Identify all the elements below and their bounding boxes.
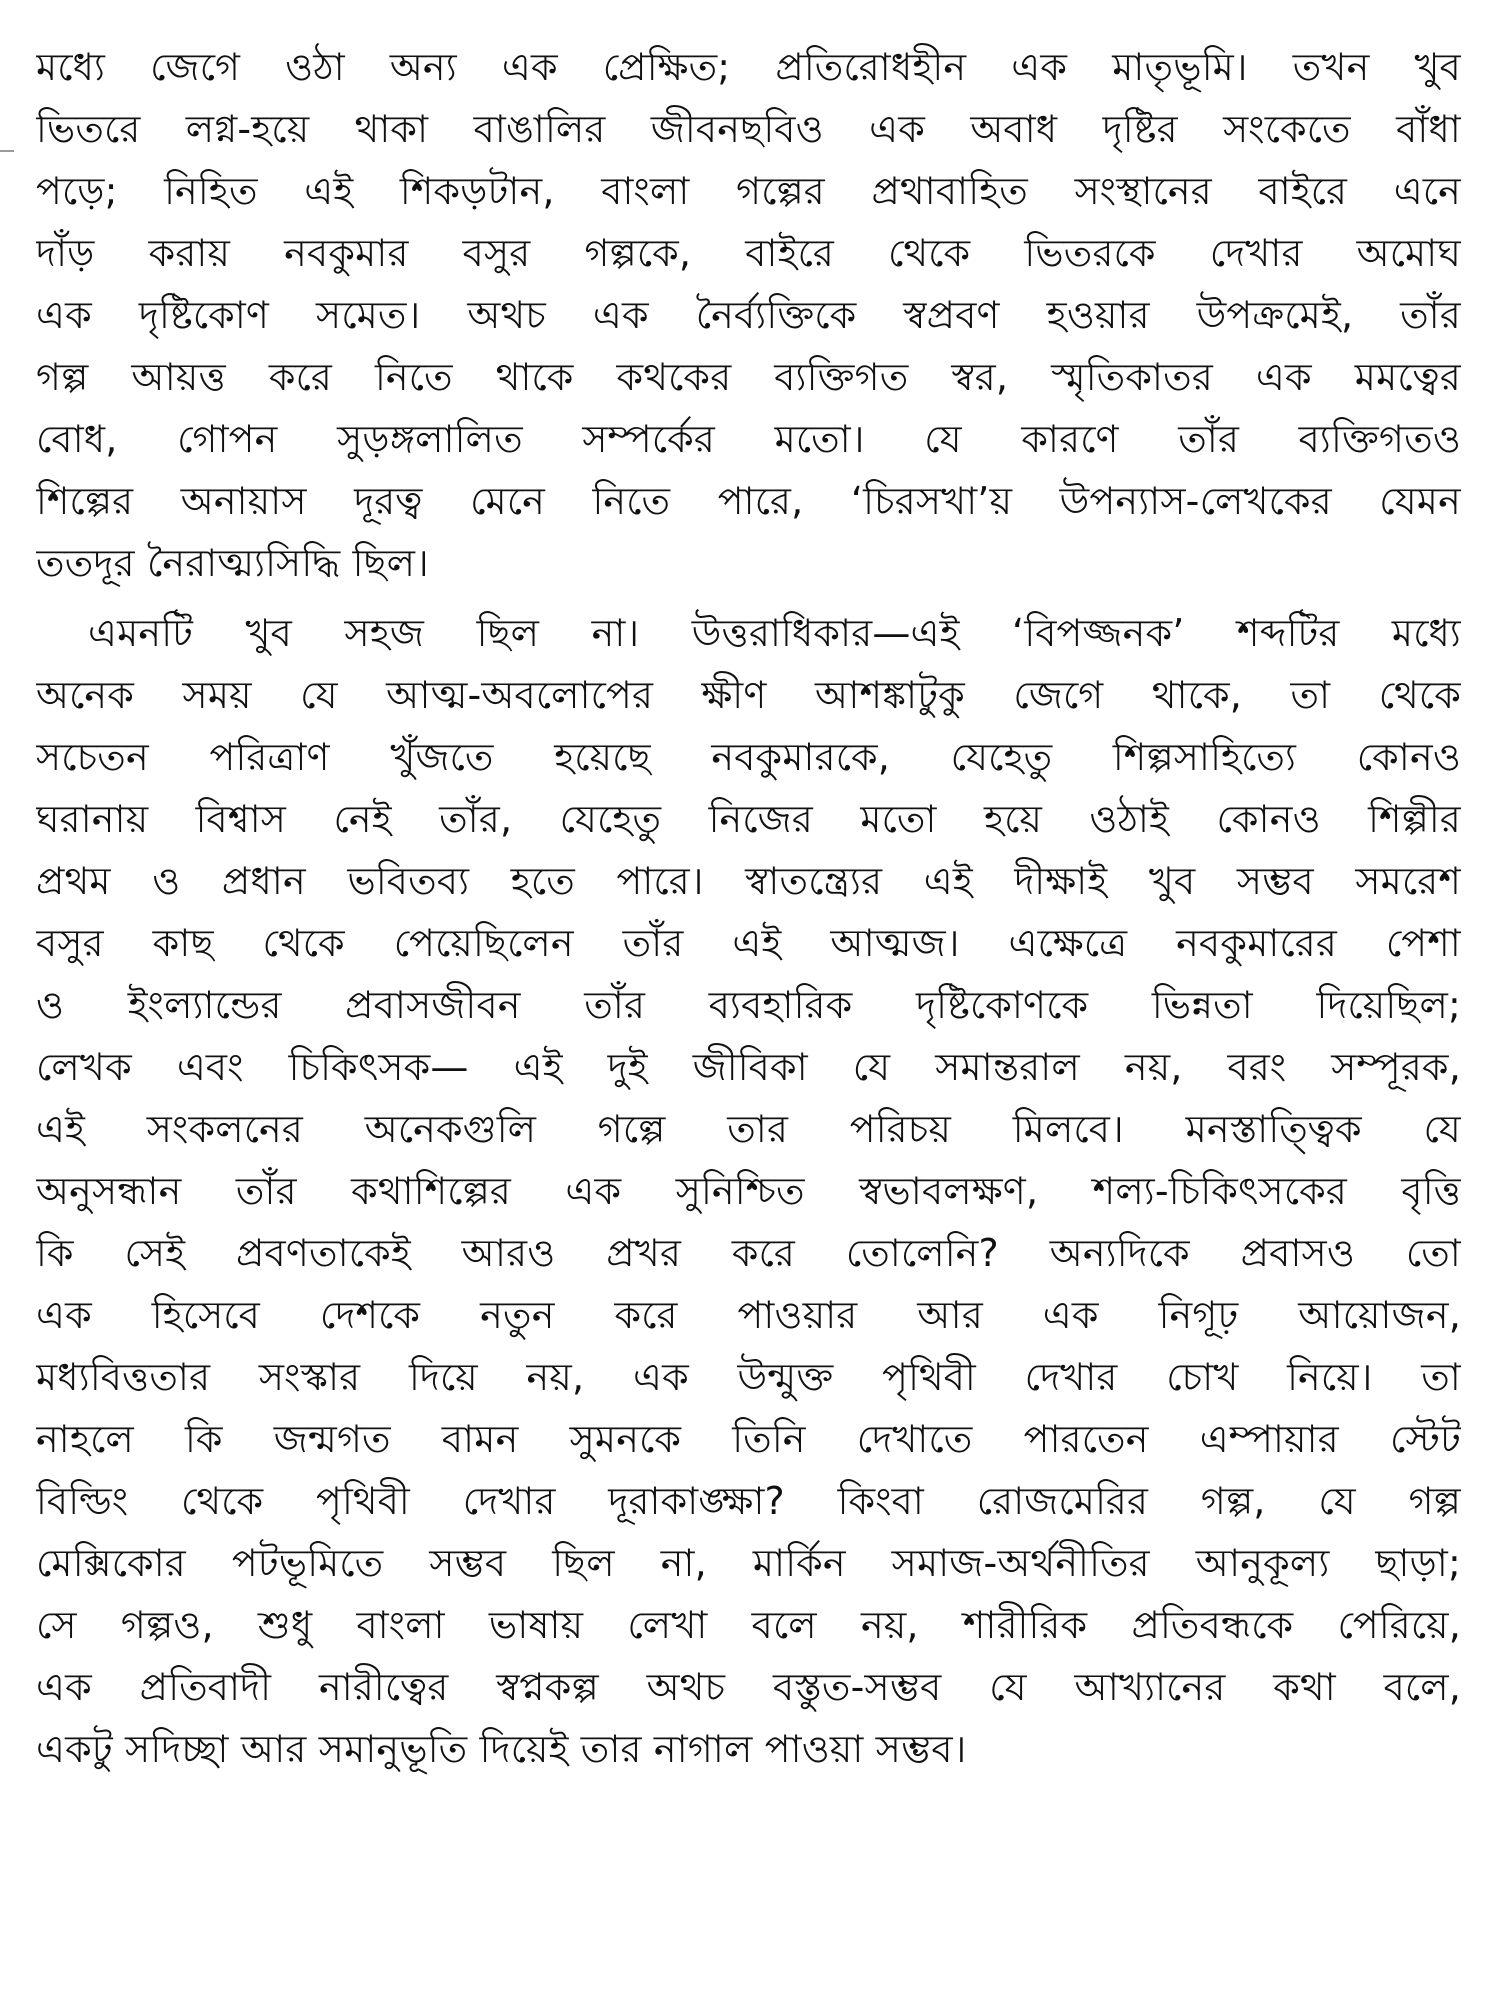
text-line: এই সংকলনের অনেকগুলি গল্পে তার পরিচয় মিলবে। মনস্তাত্ত্বিক যে (36, 1107, 1461, 1151)
text-line: মেক্সিকোর পটভূমিতে সম্ভব ছিল না, মার্কিন সমাজ-অর্থনীতির আনুকূল্য ছাড়া; (36, 1541, 1461, 1585)
text-line: এক দৃষ্টিকোণ সমেত। অথচ এক নৈর্ব্যক্তিকে স্বপ্রবণ হওয়ার উপক্রমেই, তাঁর (36, 293, 1461, 337)
text-line: এমনটি খুব সহজ ছিল না। উত্তরাধিকার—এই ‘বিপজ্জনক’ শব্দটির মধ্যে (88, 611, 1461, 655)
text-line: লেখক এবং চিকিৎসক— এই দুই জীবিকা যে সমান্তরাল নয়, বরং সম্পূরক, (36, 1045, 1461, 1089)
text-line: প্রথম ও প্রধান ভবিতব্য হতে পারে। স্বাতন্ত্র্যের এই দীক্ষাই খুব সম্ভব সমরেশ (36, 859, 1461, 903)
text-line: দাঁড় করায় নবকুমার বসুর গল্পকে, বাইরে থেকে ভিতরকে দেখার অমোঘ (36, 231, 1461, 275)
text-line: সে গল্পও, শুধু বাংলা ভাষায় লেখা বলে নয়, শারীরিক প্রতিবন্ধকে পেরিয়ে, (36, 1603, 1461, 1647)
text-line: গল্প আয়ত্ত করে নিতে থাকে কথকের ব্যক্তিগত স্বর, স্মৃতিকাতর এক মমত্বের (36, 355, 1461, 399)
text-line: ঘরানায় বিশ্বাস নেই তাঁর, যেহেতু নিজের মতো হয়ে ওঠাই কোনও শিল্পীর (36, 797, 1461, 841)
text-line: মধ্যে জেগে ওঠা অন্য এক প্রেক্ষিত; প্রতিরোধহীন এক মাতৃভূমি। তখন খুব (36, 45, 1461, 89)
body-text (36, 36, 1461, 1780)
text-line: অনেক সময় যে আত্ম-অবলোপের ক্ষীণ আশঙ্কাটুকু জেগে থাকে, তা থেকে (36, 673, 1461, 717)
text-line: ভিতরে লগ্ন-হয়ে থাকা বাঙালির জীবনছবিও এক অবাধ দৃষ্টির সংকেতে বাঁধা (36, 107, 1461, 151)
text-line: মধ্যবিত্ততার সংস্কার দিয়ে নয়, এক উন্মুক্ত পৃথিবী দেখার চোখ নিয়ে। তা (36, 1355, 1461, 1399)
text-line: ততদূর নৈরাত্ম্যসিদ্ধি ছিল। (36, 541, 429, 585)
text-line: বিল্ডিং থেকে পৃথিবী দেখার দূরাকাঙ্ক্ষা? কিংবা রোজমেরির গল্প, যে গল্প (36, 1479, 1461, 1523)
text-line: এক প্রতিবাদী নারীত্বের স্বপ্নকল্প অথচ বস্তুত-সম্ভব যে আখ্যানের কথা বলে, (36, 1665, 1461, 1709)
text-line: অনুসন্ধান তাঁর কথাশিল্পের এক সুনিশ্চিত স্বভাবলক্ষণ, শল্য-চিকিৎসকের বৃত্তি (36, 1169, 1461, 1213)
text-line: পড়ে; নিহিত এই শিকড়টান, বাংলা গল্পের প্রথাবাহিত সংস্থানের বাইরে এনে (36, 169, 1461, 213)
text-line: এক হিসেবে দেশকে নতুন করে পাওয়ার আর এক নিগূঢ় আয়োজন, (36, 1293, 1461, 1337)
paragraph-1 (36, 36, 1461, 594)
text-line: বোধ, গোপন সুড়ঙ্গলালিত সম্পর্কের মতো। যে কারণে তাঁর ব্যক্তিগতও (36, 417, 1461, 461)
text-line: ও ইংল্যান্ডের প্রবাসজীবন তাঁর ব্যবহারিক দৃষ্টিকোণকে ভিন্নতা দিয়েছিল; (36, 983, 1461, 1027)
text-line: নাহলে কি জন্মগত বামন সুমনকে তিনি দেখাতে পারতেন এম্পায়ার স্টেট (36, 1417, 1461, 1461)
text-line: বসুর কাছ থেকে পেয়েছিলেন তাঁর এই আত্মজ। এক্ষেত্রে নবকুমারের পেশা (36, 921, 1461, 965)
text-line: সচেতন পরিত্রাণ খুঁজতে হয়েছে নবকুমারকে, যেহেতু শিল্পসাহিত্যে কোনও (36, 735, 1461, 779)
margin-mark (0, 150, 14, 152)
paragraph-2 (36, 602, 1461, 1780)
text-line: শিল্পের অনায়াস দূরত্ব মেনে নিতে পারে, ‘চিরসখা’য় উপন্যাস-লেখকের যেমন (36, 479, 1461, 523)
text-line: কি সেই প্রবণতাকেই আরও প্রখর করে তোলেনি? অন্যদিকে প্রবাসও তো (36, 1231, 1461, 1275)
text-line: একটু সদিচ্ছা আর সমানুভূতি দিয়েই তার নাগাল পাওয়া সম্ভব। (36, 1727, 967, 1771)
